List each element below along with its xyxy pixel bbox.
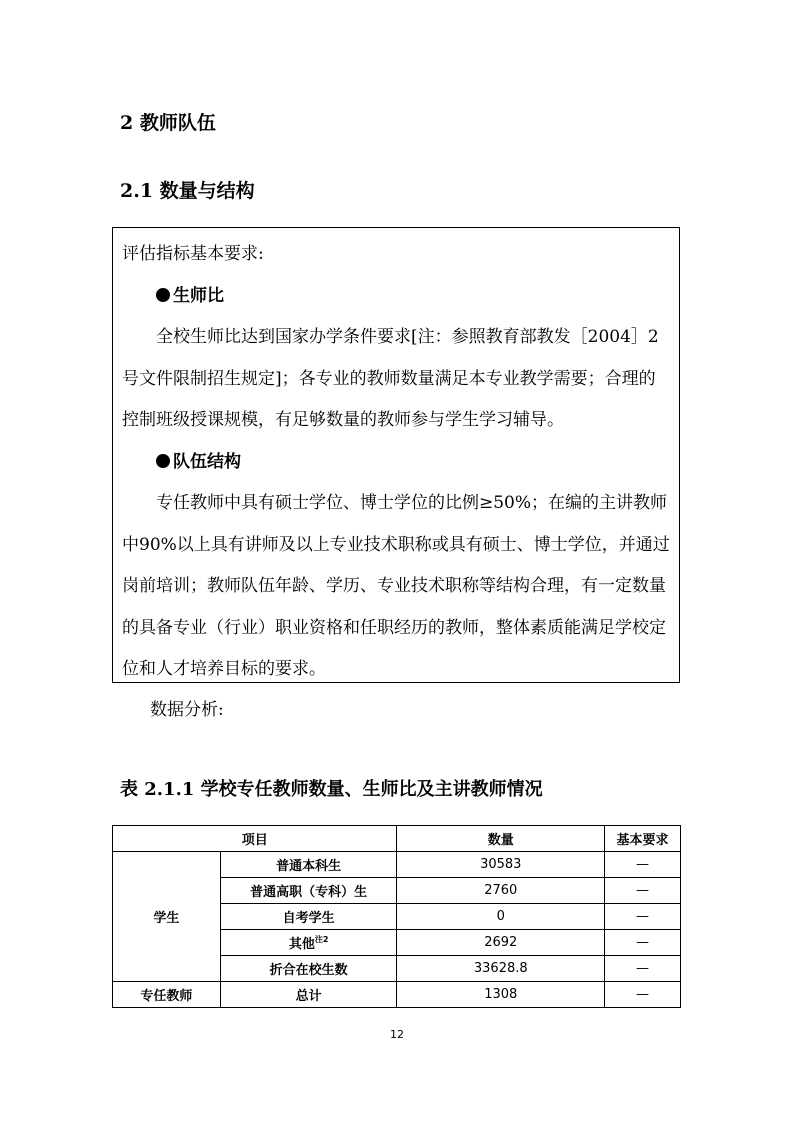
table-row <box>113 982 681 1008</box>
group-label-students: 学生 <box>113 852 221 982</box>
criteria-section-title <box>122 442 671 484</box>
row-requirement: — <box>605 878 681 904</box>
bullet-icon <box>156 454 170 468</box>
criteria-section-text: 专任教师中具有硕士学位、博士学位的比例≥50%；在编的主讲教师中90%以上具有讲师及以上专业技术职称或具有硕士、博士学位，并通过岗前培训；教师队伍年龄、学历、专业技术职称等结构合理，有一定数量的具备专业（行业）职业资格和任职经历的教师，整体素质能满足学校定位和人才培养目标的要求。 <box>122 493 670 679</box>
row-requirement: — <box>605 956 681 982</box>
header-count: 数量 <box>397 826 605 852</box>
row-label: 普通本科生 <box>220 852 397 878</box>
analysis-label: 数据分析: <box>150 700 224 720</box>
page-number: 12 <box>390 1028 404 1041</box>
row-requirement: — <box>605 930 681 956</box>
footnote-marker: 注2 <box>314 935 329 944</box>
row-label-text: 其他 <box>288 937 315 952</box>
table-caption: 表 2.1.1 学校专任教师数量、生师比及主讲教师情况 <box>120 779 543 800</box>
row-label <box>220 930 397 956</box>
criteria-section-title-text: 队伍结构 <box>173 451 241 472</box>
row-label: 折合在校生数 <box>220 956 397 982</box>
bullet-icon <box>156 288 170 302</box>
row-value: 33628.8 <box>397 956 605 982</box>
criteria-box <box>112 227 680 683</box>
row-requirement: — <box>605 982 681 1008</box>
table-row <box>113 852 681 878</box>
criteria-intro: 评估指标基本要求: <box>122 244 264 264</box>
criteria-section-title <box>122 276 671 318</box>
row-value: 2760 <box>397 878 605 904</box>
row-value: 2692 <box>397 930 605 956</box>
row-label: 普通高职（专科）生 <box>220 878 397 904</box>
row-requirement: — <box>605 852 681 878</box>
header-requirement: 基本要求 <box>605 826 681 852</box>
row-requirement: — <box>605 904 681 930</box>
table-header-row <box>113 826 681 852</box>
group-label-teachers: 专任教师 <box>113 982 221 1008</box>
row-label: 总计 <box>220 982 397 1008</box>
row-value: 30583 <box>397 852 605 878</box>
teacher-stats-table <box>112 825 681 1008</box>
criteria-section-title-text: 生师比 <box>173 285 224 306</box>
row-value: 1308 <box>397 982 605 1008</box>
row-label: 自考学生 <box>220 904 397 930</box>
row-value: 0 <box>397 904 605 930</box>
header-item: 项目 <box>113 826 397 852</box>
section-heading: 2 教师队伍 <box>120 112 216 134</box>
criteria-section-text: 全校生师比达到国家办学条件要求[注：参照教育部教发［2004］2号文件限制招生规定]；各专业的教师数量满足本专业教学需要；合理的控制班级授课规模，有足够数量的教师参与学生学习辅导。 <box>122 327 659 430</box>
subsection-heading: 2.1 数量与结构 <box>120 180 255 202</box>
